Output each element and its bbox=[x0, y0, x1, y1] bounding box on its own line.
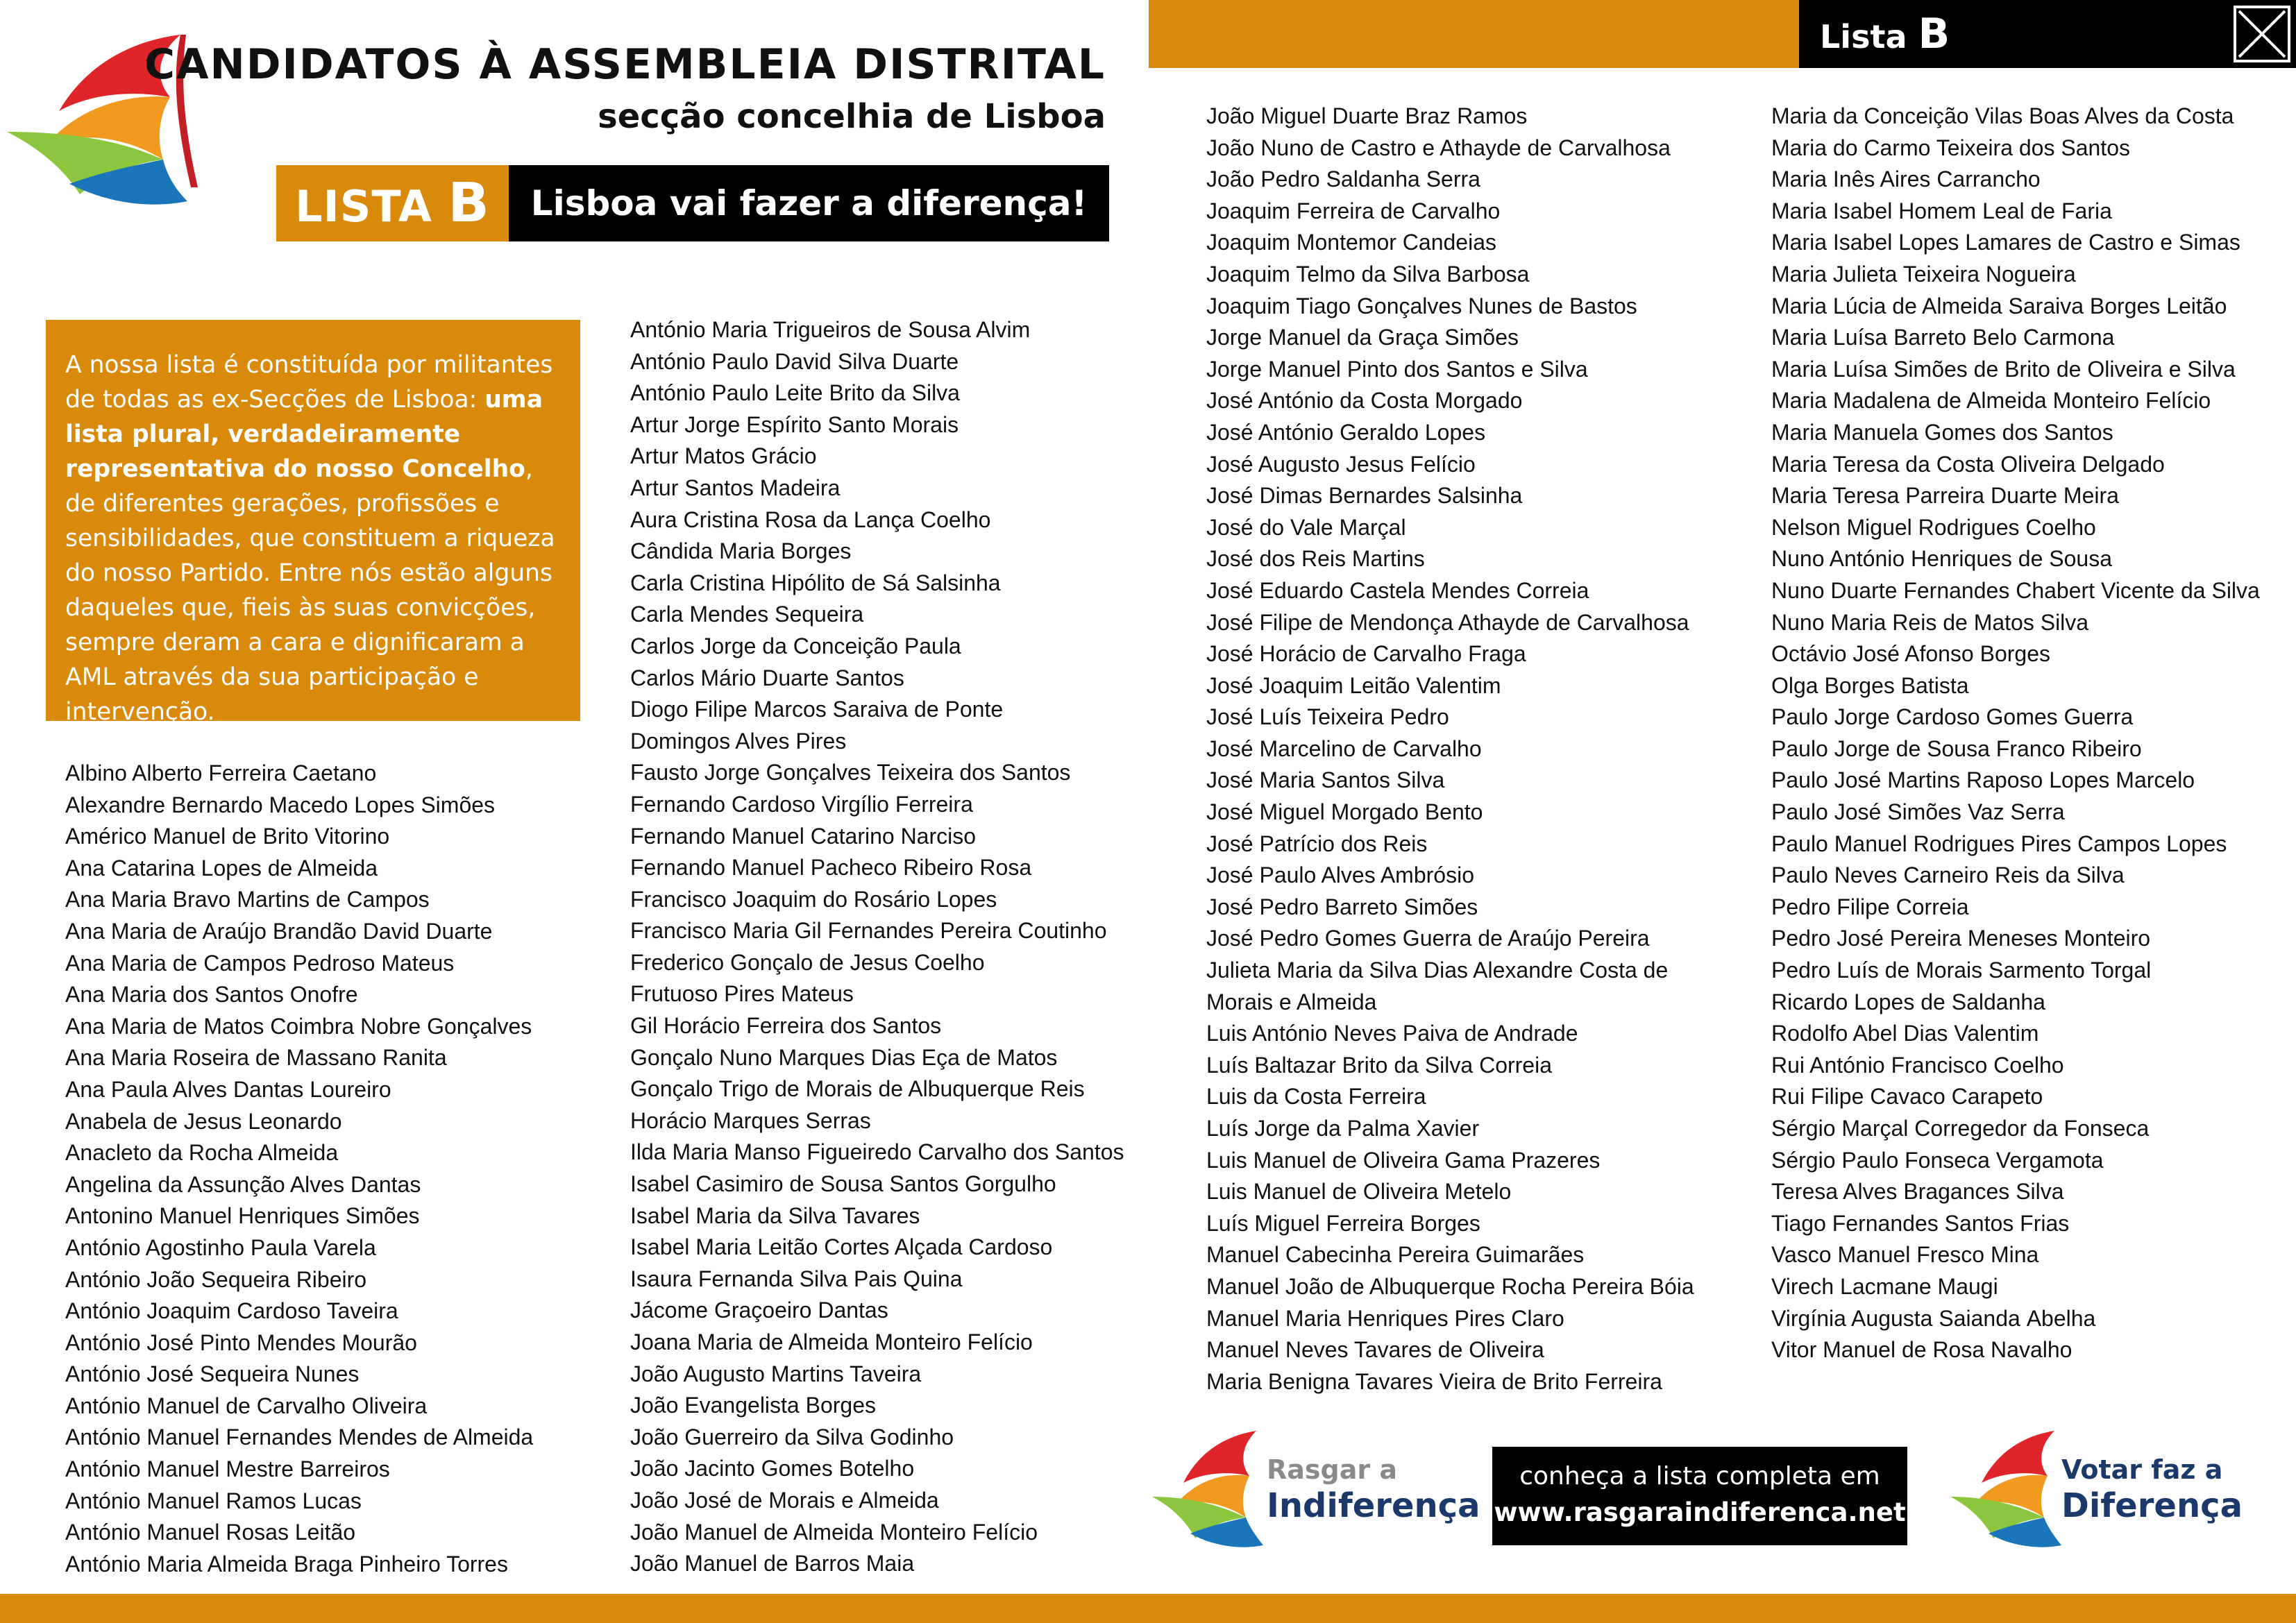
lista-badge bbox=[276, 165, 509, 241]
candidate-name: Alexandre Bernardo Macedo Lopes Simões bbox=[65, 792, 496, 817]
page-title: CANDIDATOS À ASSEMBLEIA DISTRITAL bbox=[144, 40, 1106, 89]
candidate-name: Sérgio Marçal Corregedor da Fonseca bbox=[1771, 1116, 2150, 1141]
candidate-name: Tiago Fernandes Santos Frias bbox=[1771, 1210, 2070, 1236]
candidate-name: Gonçalo Trigo de Morais de Albuquerque Reis bbox=[630, 1076, 1085, 1102]
candidate-name: Nelson Miguel Rodrigues Coelho bbox=[1771, 514, 2096, 540]
candidate-name: José Joaquim Leitão Valentim bbox=[1206, 672, 1501, 698]
candidate-name: Teresa Alves Bragances Silva bbox=[1771, 1179, 2064, 1205]
candidate-name: Manuel Neves Tavares de Oliveira bbox=[1206, 1337, 1544, 1363]
candidate-name: Isabel Maria Leitão Cortes Alçada Cardoso bbox=[630, 1234, 1053, 1260]
candidate-name: Joana Maria de Almeida Monteiro Felício bbox=[630, 1329, 1033, 1354]
candidate-name: Ana Maria Bravo Martins de Campos bbox=[65, 887, 430, 912]
candidate-name: Maria Luísa Simões de Brito de Oliveira e Silva bbox=[1771, 356, 2236, 382]
candidate-name: Jorge Manuel da Graça Simões bbox=[1206, 325, 1519, 350]
candidate-name: Américo Manuel de Brito Vitorino bbox=[65, 824, 390, 849]
candidate-name: Antonino Manuel Henriques Simões bbox=[65, 1203, 420, 1229]
candidate-name: Isaura Fernanda Silva Pais Quina bbox=[630, 1266, 963, 1291]
votar-logo-line1: Votar faz a bbox=[2061, 1454, 2223, 1485]
candidate-name: João Augusto Martins Taveira bbox=[630, 1361, 922, 1386]
candidate-name: João Nuno de Castro e Athayde de Carvalhosa bbox=[1206, 135, 1671, 160]
candidate-name: Paulo Jorge Cardoso Gomes Guerra bbox=[1771, 704, 2134, 730]
candidate-name: Luis Manuel de Oliveira Gama Prazeres bbox=[1206, 1147, 1601, 1173]
candidate-name: António Maria Trigueiros de Sousa Alvim bbox=[630, 317, 1031, 342]
rasgar-logo-line1: Rasgar a bbox=[1267, 1454, 1397, 1485]
slogan-banner: Lisboa vai fazer a diferença! bbox=[509, 165, 1109, 241]
candidate-name: João Jacinto Gomes Botelho bbox=[630, 1456, 915, 1481]
candidate-name: Aura Cristina Rosa da Lança Coelho bbox=[630, 507, 991, 532]
candidate-name: Maria Madalena de Almeida Monteiro Felício bbox=[1771, 388, 2211, 414]
candidate-name: Pedro José Pereira Meneses Monteiro bbox=[1771, 926, 2151, 951]
candidate-name: José dos Reis Martins bbox=[1206, 546, 1425, 572]
candidate-name: Albino Alberto Ferreira Caetano bbox=[65, 760, 377, 785]
candidate-name: Maria Teresa Parreira Duarte Meira bbox=[1771, 483, 2119, 509]
candidate-name: Cândida Maria Borges bbox=[630, 538, 852, 564]
candidate-name: José Augusto Jesus Felício bbox=[1206, 451, 1476, 477]
candidate-name: Paulo Jorge de Sousa Franco Ribeiro bbox=[1771, 736, 2142, 761]
candidate-name: Anabela de Jesus Leonardo bbox=[65, 1108, 342, 1134]
lista-letter: B bbox=[448, 172, 490, 235]
candidate-name: Joaquim Ferreira de Carvalho bbox=[1206, 198, 1501, 223]
candidate-name: Gil Horácio Ferreira dos Santos bbox=[630, 1013, 942, 1039]
topbar-lista-word: Lista bbox=[1820, 18, 1907, 56]
candidate-name: António Manuel Rosas Leitão bbox=[65, 1520, 356, 1545]
candidate-name: Luís Jorge da Palma Xavier bbox=[1206, 1116, 1480, 1141]
intro-box bbox=[46, 320, 580, 726]
candidate-name: Francisco Maria Gil Fernandes Pereira Coutinho bbox=[630, 918, 1107, 944]
candidate-name: António Maria Almeida Braga Pinheiro Torres bbox=[65, 1551, 508, 1577]
candidate-name: João Pedro Saldanha Serra bbox=[1206, 167, 1480, 192]
close-icon[interactable] bbox=[2234, 6, 2290, 62]
candidate-name: Maria Teresa da Costa Oliveira Delgado bbox=[1771, 451, 2165, 477]
topbar-lista-letter: B bbox=[1918, 10, 1950, 58]
candidate-name: Carla Cristina Hipólito de Sá Salsinha bbox=[630, 570, 1001, 595]
candidate-name: Ana Paula Alves Dantas Loureiro bbox=[65, 1076, 391, 1102]
candidate-name: Carla Mendes Sequeira bbox=[630, 602, 864, 627]
candidate-name: José Filipe de Mendonça Athayde de Carvalhosa bbox=[1206, 609, 1689, 635]
candidate-name: Fernando Cardoso Virgílio Ferreira bbox=[630, 791, 973, 817]
votar-logo-line2: Diferença bbox=[2061, 1486, 2243, 1525]
candidate-name: Luis António Neves Paiva de Andrade bbox=[1206, 1021, 1578, 1046]
candidate-name: Frutuoso Pires Mateus bbox=[630, 981, 854, 1007]
candidate-name: Carlos Mário Duarte Santos bbox=[630, 665, 904, 690]
candidate-name: João Manuel de Barros Maia bbox=[630, 1551, 915, 1577]
candidate-name: Rui Filipe Cavaco Carapeto bbox=[1771, 1084, 2043, 1110]
candidate-name: António Manuel Fernandes Mendes de Almeida bbox=[65, 1425, 534, 1450]
candidate-name: Sérgio Paulo Fonseca Vergamota bbox=[1771, 1147, 2104, 1173]
candidate-name: Paulo Neves Carneiro Reis da Silva bbox=[1771, 863, 2125, 888]
candidate-name: Fernando Manuel Catarino Narciso bbox=[630, 823, 977, 849]
candidate-name: Francisco Joaquim do Rosário Lopes bbox=[630, 886, 997, 912]
candidate-name: António Joaquim Cardoso Taveira bbox=[65, 1298, 398, 1324]
candidate-name: Nuno Duarte Fernandes Chabert Vicente da Silva bbox=[1771, 577, 2260, 603]
candidate-name: João Manuel de Almeida Monteiro Felício bbox=[630, 1519, 1038, 1545]
candidate-name: José Luís Teixeira Pedro bbox=[1206, 704, 1449, 730]
candidate-name: António Manuel Mestre Barreiros bbox=[65, 1456, 390, 1482]
candidate-name: Maria Lúcia de Almeida Saraiva Borges Leitão bbox=[1771, 293, 2227, 318]
candidate-name: Olga Borges Batista bbox=[1771, 672, 1969, 698]
candidate-name: Joaquim Telmo da Silva Barbosa bbox=[1206, 261, 1530, 287]
candidate-name: Ricardo Lopes de Saldanha bbox=[1771, 989, 2045, 1014]
candidate-name: Joaquim Montemor Candeias bbox=[1206, 230, 1496, 255]
candidate-name: José Pedro Gomes Guerra de Araújo Pereira bbox=[1206, 926, 1650, 951]
candidate-column-3 bbox=[1206, 101, 1694, 1397]
candidate-name: João Miguel Duarte Braz Ramos bbox=[1206, 103, 1528, 128]
candidate-name: Virgínia Augusta Saiandа Abelha bbox=[1771, 1305, 2096, 1331]
candidate-name: Manuel João de Albuquerque Rocha Pereira Bóia bbox=[1206, 1273, 1694, 1299]
candidate-name: Ilda Maria Manso Figueiredo Carvalho dos Santos bbox=[630, 1139, 1124, 1165]
candidate-name: Rodolfo Abel Dias Valentim bbox=[1771, 1021, 2039, 1046]
candidate-name: Diogo Filipe Marcos Saraiva de Ponte bbox=[630, 697, 1004, 722]
candidate-name: José António da Costa Morgado bbox=[1206, 388, 1523, 414]
candidate-name: José Paulo Alves Ambrósio bbox=[1206, 863, 1474, 888]
candidate-name: Maria Isabel Lopes Lamares de Castro e Simas bbox=[1771, 230, 2240, 255]
website-banner[interactable] bbox=[1492, 1447, 1907, 1545]
website-caption: conheça a lista completa em bbox=[1519, 1462, 1880, 1490]
candidate-name: Maria Luísa Barreto Belo Carmona bbox=[1771, 325, 2115, 350]
candidate-name: Artur Jorge Espírito Santo Morais bbox=[630, 411, 959, 437]
candidate-name: Morais e Almeida bbox=[1206, 989, 1377, 1014]
candidate-name: José Pedro Barreto Simões bbox=[1206, 894, 1478, 919]
candidate-name: Octávio José Afonso Borges bbox=[1771, 641, 2050, 667]
candidate-name: Paulo José Simões Vaz Serra bbox=[1771, 799, 2065, 825]
rasgar-logo-line2: Indiferença bbox=[1267, 1486, 1480, 1525]
candidate-name: Fernando Manuel Pacheco Ribeiro Rosa bbox=[630, 855, 1032, 881]
candidate-name: António Agostinho Paula Varela bbox=[65, 1234, 376, 1260]
candidate-name: Jorge Manuel Pinto dos Santos e Silva bbox=[1206, 356, 1588, 382]
rasgar-logo bbox=[1152, 1424, 1480, 1577]
candidate-name: Maria da Conceição Vilas Boas Alves da Costa bbox=[1771, 103, 2234, 128]
candidate-name: Manuel Maria Henriques Pires Claro bbox=[1206, 1305, 1564, 1331]
candidate-name: Gonçalo Nuno Marques Dias Eça de Matos bbox=[630, 1044, 1058, 1070]
candidate-name: Frederico Gonçalo de Jesus Coelho bbox=[630, 949, 985, 975]
candidate-name: Ana Maria de Matos Coimbra Nobre Gonçalves bbox=[65, 1013, 532, 1039]
candidate-name: João Evangelista Borges bbox=[630, 1393, 876, 1418]
candidate-name: Luis da Costa Ferreira bbox=[1206, 1084, 1426, 1110]
candidate-name: Pedro Filipe Correia bbox=[1771, 894, 1969, 919]
candidate-name: José Maria Santos Silva bbox=[1206, 767, 1445, 793]
candidate-name: José Horácio de Carvalho Fraga bbox=[1206, 641, 1526, 667]
candidate-name: Luís Miguel Ferreira Borges bbox=[1206, 1210, 1480, 1236]
candidate-name: Maria Julieta Teixeira Nogueira bbox=[1771, 261, 2076, 287]
website-url[interactable]: www.rasgaraindiferenca.net bbox=[1494, 1497, 1906, 1527]
candidate-name: José Miguel Morgado Bento bbox=[1206, 799, 1483, 825]
candidate-name: José António Geraldo Lopes bbox=[1206, 419, 1486, 445]
candidate-name: Maria Isabel Homem Leal de Faria bbox=[1771, 198, 2112, 223]
candidate-name: Nuno António Henriques de Sousa bbox=[1771, 546, 2113, 572]
candidate-name: Jácome Graçoeiro Dantas bbox=[630, 1298, 888, 1323]
candidate-name: Julieta Maria da Silva Dias Alexandre Costa de bbox=[1206, 958, 1669, 983]
candidate-name: António José Pinto Mendes Mourão bbox=[65, 1329, 417, 1355]
lista-word: LISTA bbox=[295, 181, 432, 232]
candidate-name: Vasco Manuel Fresco Mina bbox=[1771, 1242, 2039, 1268]
candidate-column-2 bbox=[630, 314, 1124, 1580]
candidate-column-4 bbox=[1771, 101, 2260, 1366]
candidate-name: José do Vale Marçal bbox=[1206, 514, 1406, 540]
intro-text-bold: uma lista plural, verdadeiramente representativa do nosso Concelho bbox=[65, 386, 543, 483]
candidate-name: Joaquim Tiago Gonçalves Nunes de Bastos bbox=[1206, 293, 1637, 318]
candidate-name: António José Sequeira Nunes bbox=[65, 1361, 360, 1387]
intro-text-1: A nossa lista é constituída por militantes de todas as ex-Secções de Lisboa: bbox=[65, 351, 553, 414]
candidate-name: Ana Catarina Lopes de Almeida bbox=[65, 855, 378, 881]
candidate-name: Angelina da Assunção Alves Dantas bbox=[65, 1171, 421, 1197]
bottom-bar bbox=[0, 1594, 2296, 1623]
candidate-name: Artur Santos Madeira bbox=[630, 475, 841, 500]
candidate-name: António Paulo David Silva Duarte bbox=[630, 348, 959, 374]
candidate-name: Fausto Jorge Gonçalves Teixeira dos Santos bbox=[630, 760, 1071, 785]
candidate-name: José Marcelino de Carvalho bbox=[1206, 736, 1482, 761]
candidate-name: Artur Matos Grácio bbox=[630, 443, 817, 469]
candidate-name: Isabel Casimiro de Sousa Santos Gorgulho bbox=[630, 1171, 1056, 1197]
candidate-name: José Patrício dos Reis bbox=[1206, 831, 1428, 856]
candidate-name: João Guerreiro da Silva Godinho bbox=[630, 1424, 954, 1450]
candidate-name: José Dimas Bernardes Salsinha bbox=[1206, 483, 1523, 509]
candidate-name: António João Sequeira Ribeiro bbox=[65, 1266, 367, 1292]
candidate-name: Virech Lacmane Maugi bbox=[1771, 1273, 1998, 1299]
candidate-name: António Paulo Leite Brito da Silva bbox=[630, 380, 960, 406]
candidate-name: Ana Maria de Araújo Brandão David Duarte bbox=[65, 918, 493, 944]
candidate-name: Vitor Manuel de Rosa Navalho bbox=[1771, 1337, 2073, 1363]
candidate-name: Anacleto da Rocha Almeida bbox=[65, 1140, 339, 1166]
candidate-name: Maria Manuela Gomes dos Santos bbox=[1771, 419, 2113, 445]
candidate-name: Nuno Maria Reis de Matos Silva bbox=[1771, 609, 2089, 635]
candidate-name: José Eduardo Castela Mendes Correia bbox=[1206, 577, 1589, 603]
intro-text-2: , de diferentes gerações, profissões e sensibilidades, que constituem a riqueza do nosso Partido. Entre nós estão alguns daqueles que, fieis às suas convicções, sempre deram a cara e dignificaram a AML através da sua participação e intervenção. bbox=[65, 455, 555, 726]
candidate-name: Maria do Carmo Teixeira dos Santos bbox=[1771, 135, 2130, 160]
candidate-name: Maria Benigna Tavares Vieira de Brito Ferreira bbox=[1206, 1368, 1662, 1394]
candidate-name: António Manuel Ramos Lucas bbox=[65, 1488, 362, 1513]
candidate-name: António Manuel de Carvalho Oliveira bbox=[65, 1393, 428, 1418]
candidate-name: Isabel Maria da Silva Tavares bbox=[630, 1203, 920, 1228]
candidate-name: Carlos Jorge da Conceição Paula bbox=[630, 633, 961, 658]
candidate-name: Maria Inês Aires Carrancho bbox=[1771, 167, 2041, 192]
candidate-name: Pedro Luís de Morais Sarmento Torgal bbox=[1771, 958, 2152, 983]
candidate-name: Ana Maria dos Santos Onofre bbox=[65, 982, 358, 1008]
candidate-name: Paulo Manuel Rodrigues Pires Campos Lopes bbox=[1771, 831, 2227, 856]
candidate-name: Paulo José Martins Raposo Lopes Marcelo bbox=[1771, 767, 2195, 793]
topbar-lista-label bbox=[1799, 0, 2296, 68]
candidate-name: Domingos Alves Pires bbox=[630, 728, 847, 754]
candidate-name: Ana Maria Roseira de Massano Ranita bbox=[65, 1045, 447, 1071]
candidate-name: Luís Baltazar Brito da Silva Correia bbox=[1206, 1052, 1552, 1078]
votar-logo bbox=[1950, 1424, 2242, 1577]
candidate-name: Ana Maria de Campos Pedroso Mateus bbox=[65, 950, 455, 976]
candidate-column-1 bbox=[65, 758, 533, 1580]
page-subtitle: secção concelhia de Lisboa bbox=[598, 97, 1106, 136]
candidate-name: Manuel Cabecinha Pereira Guimarães bbox=[1206, 1242, 1585, 1268]
candidate-name: João José de Morais e Almeida bbox=[630, 1487, 939, 1513]
candidate-name: Rui António Francisco Coelho bbox=[1771, 1052, 2064, 1078]
candidate-name: Horácio Marques Serras bbox=[630, 1107, 871, 1133]
candidate-name: Luis Manuel de Oliveira Metelo bbox=[1206, 1179, 1512, 1205]
